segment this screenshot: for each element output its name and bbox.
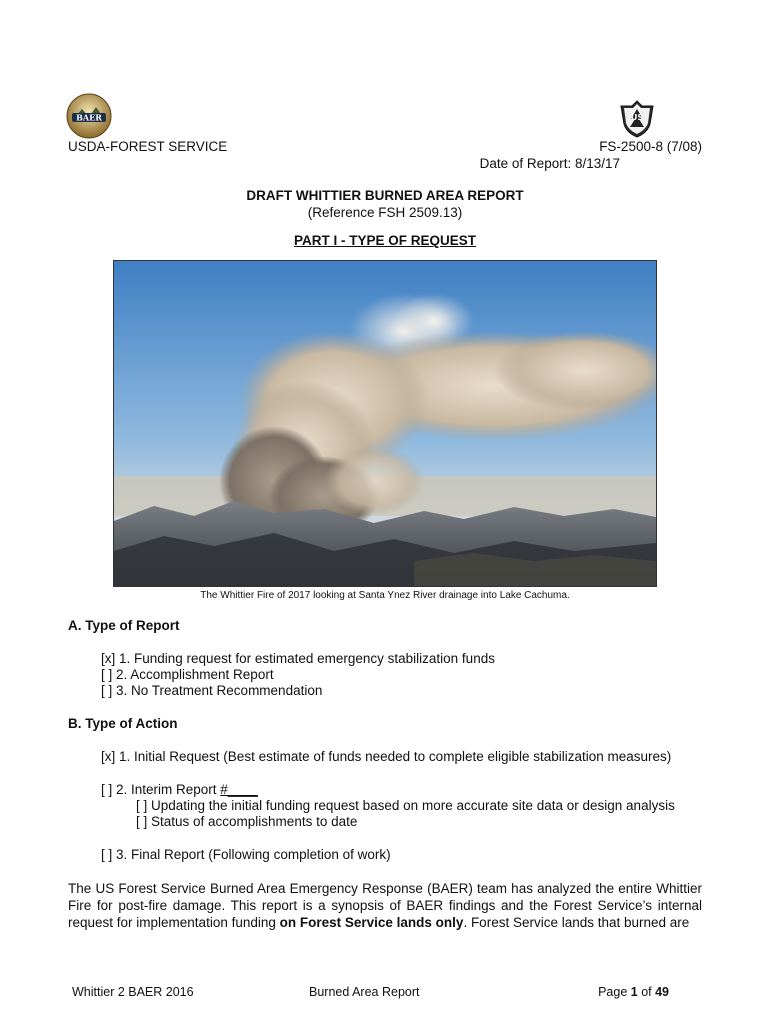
section-b-item-1: [x] 1. Initial Request (Best estimate of funds needed to complete eligible stabilization measures) (101, 749, 672, 764)
body-line-1: The US Forest Service Burned Area Emergency Response (BAER) team has analyzed the entire Whittier (68, 881, 702, 896)
footer-page-number (598, 985, 669, 999)
report-title: DRAFT WHITTIER BURNED AREA REPORT (246, 188, 524, 203)
section-b-item-2 (101, 782, 258, 798)
form-number: FS-2500-8 (7/08) (599, 139, 702, 154)
body-line-2: Fire for post-fire damage. This report is a synopsis of BAER findings and the Forest Service’s internal (68, 898, 702, 913)
baer-logo (66, 93, 112, 139)
section-b-item-3: [ ] 3. Final Report (Following completion of work) (101, 847, 391, 862)
baer-logo-text: BAER (76, 112, 102, 123)
usfs-logo-text: US (630, 113, 644, 122)
photo-caption: The Whittier Fire of 2017 looking at Santa Ynez River drainage into Lake Cachuma. (200, 590, 570, 601)
usfs-shield-logo (620, 100, 654, 138)
footer-left: Whittier 2 BAER 2016 (72, 985, 194, 999)
interim-report-number-blank: #____ (220, 782, 258, 797)
section-a-heading: A. Type of Report (68, 618, 180, 633)
page-current: 1 (630, 985, 638, 999)
section-b-heading: B. Type of Action (68, 716, 178, 731)
section-a-item-3: [ ] 3. No Treatment Recommendation (101, 683, 323, 698)
part-heading: PART I - TYPE OF REQUEST (293, 233, 476, 248)
section-b-item-2-label: [ ] 2. Interim Report (101, 782, 221, 797)
body-line-3 (68, 914, 702, 931)
report-date: Date of Report: 8/13/17 (479, 156, 620, 171)
body-line-3-emphasis: on Forest Service lands only (279, 915, 464, 930)
fire-photo (113, 260, 657, 587)
page-label: Page (598, 985, 631, 999)
section-b-item-2-sub-2: [ ] Status of accomplishments to date (136, 814, 358, 829)
section-a-item-2: [ ] 2. Accomplishment Report (101, 667, 274, 682)
section-b-item-2-sub-1: [ ] Updating the initial funding request based on more accurate site data or design analysis (136, 798, 675, 813)
report-reference: (Reference FSH 2509.13) (307, 205, 463, 220)
page-of: of (637, 985, 656, 999)
agency-name: USDA-FOREST SERVICE (68, 139, 228, 154)
body-line-3-start: request for implementation funding (68, 915, 280, 930)
section-a-item-1: [x] 1. Funding request for estimated emergency stabilization funds (101, 651, 495, 666)
footer-center: Burned Area Report (309, 985, 420, 999)
page-total: 49 (655, 985, 669, 999)
body-line-3-end: . Forest Service lands that burned are (463, 915, 690, 930)
